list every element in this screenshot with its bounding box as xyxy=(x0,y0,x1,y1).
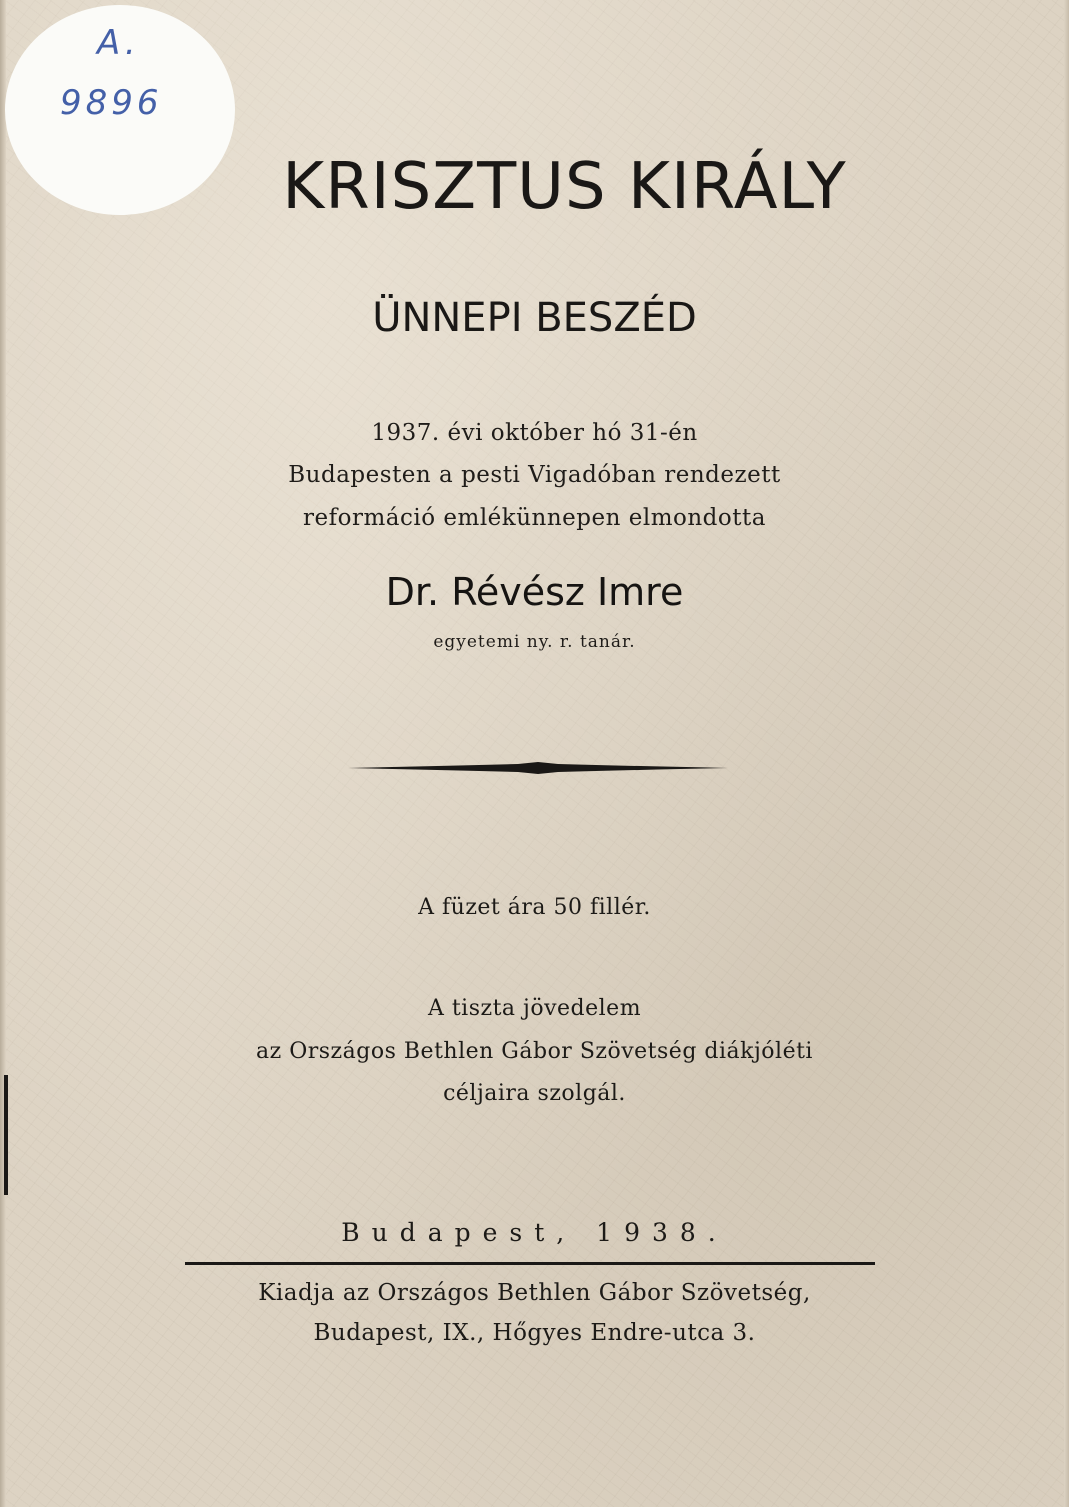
proceeds-line-1: A tiszta jövedelem xyxy=(427,996,642,1021)
imprint-place-year: Budapest, 1938. xyxy=(341,1218,728,1247)
ornamental-rule xyxy=(348,757,728,779)
publisher-line-1: Kiadja az Országos Bethlen Gábor Szövetség, xyxy=(258,1280,811,1306)
library-stamp-label xyxy=(5,5,235,215)
cover-title: KRISZTUS KIRÁLY xyxy=(282,150,847,224)
proceeds-line-2: az Országos Bethlen Gábor Szövetség diákjóléti xyxy=(256,1039,813,1064)
cover-subtitle: ÜNNEPI BESZÉD xyxy=(372,295,697,341)
occasion-line-1: 1937. évi október hó 31-én xyxy=(371,420,698,446)
author-title: egyetemi ny. r. tanár. xyxy=(433,632,636,652)
occasion-line-3: reformáció emlékünnepen elmondotta xyxy=(303,505,766,531)
publisher-line-2: Budapest, IX., Hőgyes Endre-utca 3. xyxy=(313,1320,756,1346)
proceeds-line-3: céljaira szolgál. xyxy=(443,1081,626,1106)
price-notice: A füzet ára 50 fillér. xyxy=(418,895,651,920)
author-name: Dr. Révész Imre xyxy=(385,570,684,614)
stamp-line-1: A. xyxy=(97,23,140,63)
imprint-divider xyxy=(185,1262,875,1265)
occasion-line-2: Budapesten a pesti Vigadóban rendezett xyxy=(288,462,781,488)
stamp-line-2: 9896 xyxy=(60,83,163,123)
